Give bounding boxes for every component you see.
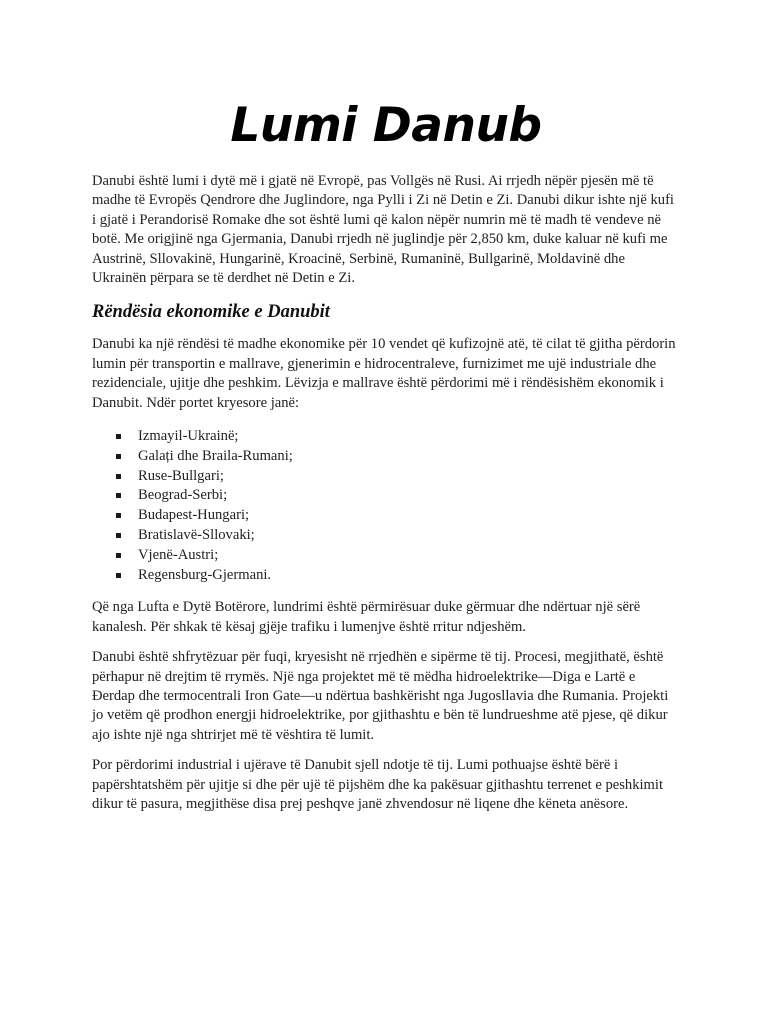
document-page (92, 0, 680, 815)
square-bullet-icon (116, 513, 121, 518)
list-item (92, 566, 680, 586)
list-item (92, 486, 680, 506)
square-bullet-icon (116, 493, 121, 498)
port-label: Regensburg-Gjermani. (138, 566, 272, 583)
list-item (92, 427, 680, 447)
list-item (92, 526, 680, 546)
port-label: Izmayil-Ukrainë; (138, 428, 239, 445)
hydro-paragraph: Danubi është shfrytëzuar për fuqi, kryesisht në rrjedhën e sipërme të tij. Procesi, megjithatë, është përhapur në drejtim të rrymës. Një nga projektet më të mëdha hidroelektrike—Diga e Lartë e Đerdap dhe termocentrali Iron Gate—u ndërtua bashkërisht nga Jugosllavia dhe Rumania. Projekti jo vetëm që prodhon energji hidroelektrike, por gjithashtu e bën të lundrueshme atë pjese, që dikur ajo ishte një nga shtrirjet më të vështira të lumit. (92, 649, 669, 743)
document-title: Lumi Danub (230, 98, 542, 153)
economy-paragraph: Danubi ka një rëndësi të madhe ekonomike për 10 vendet që kufizojnë atë, të cilat të gjitha përdorin lumin për transportin e mallrave, gjenerimin e hidrocentraleve, furnizimet me ujë industriale dhe rezidenciale, ujitje dhe peshkim. Lëvizja e mallrave është përdorimi më i rëndësishëm ekonomik i Danubit. Ndër portet kryesore janë: (92, 336, 676, 411)
port-label: Bratislavë-Sllovaki; (138, 527, 255, 544)
port-label: Beograd-Serbi; (138, 487, 228, 504)
intro-paragraph: Danubi është lumi i dytë më i gjatë në Evropë, pas Vollgës në Rusi. Ai rrjedh nëpër pjesën më të madhe të Evropës Qendrore dhe Juglindore, nga Pylli i Zi në Detin e Zi. Danubi dikur ishte një kufi i gjatë i Perandorisë Romake dhe sot është lumi që kalon nëpër numrin më të madh të vendeve në botë. Me origjinë nga Gjermania, Danubi rrjedh në juglindje për 2,850 km, duke kaluar në kufi me Austrinë, Sllovakinë, Hungarinë, Kroacinë, Serbinë, Rumaninë, Bullgarinë, Moldavinë dhe Ukrainën përpara se të derdhet në Detin e Zi. (92, 173, 674, 287)
port-label: Ruse-Bullgari; (138, 467, 224, 484)
list-item (92, 546, 680, 566)
list-item (92, 467, 680, 487)
ports-list (92, 427, 680, 585)
pollution-paragraph: Por përdorimi industrial i ujërave të Danubit sjell ndotje të tij. Lumi pothuajse është bërë i papërshtatshëm për ujitje si dhe për ujë të pijshëm dhe ka pakësuar gjithashtu terrenet e peshkimit dikur të pasura, megjithëse disa prej peshqve janë zhvendosur në liqene dhe këneta anësore. (92, 757, 664, 813)
list-item (92, 447, 680, 467)
section-heading: Rëndësia ekonomike e Danubit (92, 302, 330, 323)
navigation-paragraph: Që nga Lufta e Dytë Botërore, lundrimi është përmirësuar duke gërmuar dhe ndërtuar një sërë kanalesh. Për shkak të kësaj gjëje trafiku i lumenjve është rritur ndjeshëm. (92, 599, 641, 635)
port-label: Vjenë-Austri; (138, 546, 219, 563)
port-label: Galați dhe Braila-Rumani; (138, 447, 293, 464)
square-bullet-icon (116, 573, 121, 578)
square-bullet-icon (116, 454, 121, 459)
square-bullet-icon (116, 553, 121, 558)
list-item (92, 506, 680, 526)
square-bullet-icon (116, 434, 121, 439)
port-label: Budapest-Hungari; (138, 507, 250, 524)
square-bullet-icon (116, 533, 121, 538)
square-bullet-icon (116, 474, 121, 479)
